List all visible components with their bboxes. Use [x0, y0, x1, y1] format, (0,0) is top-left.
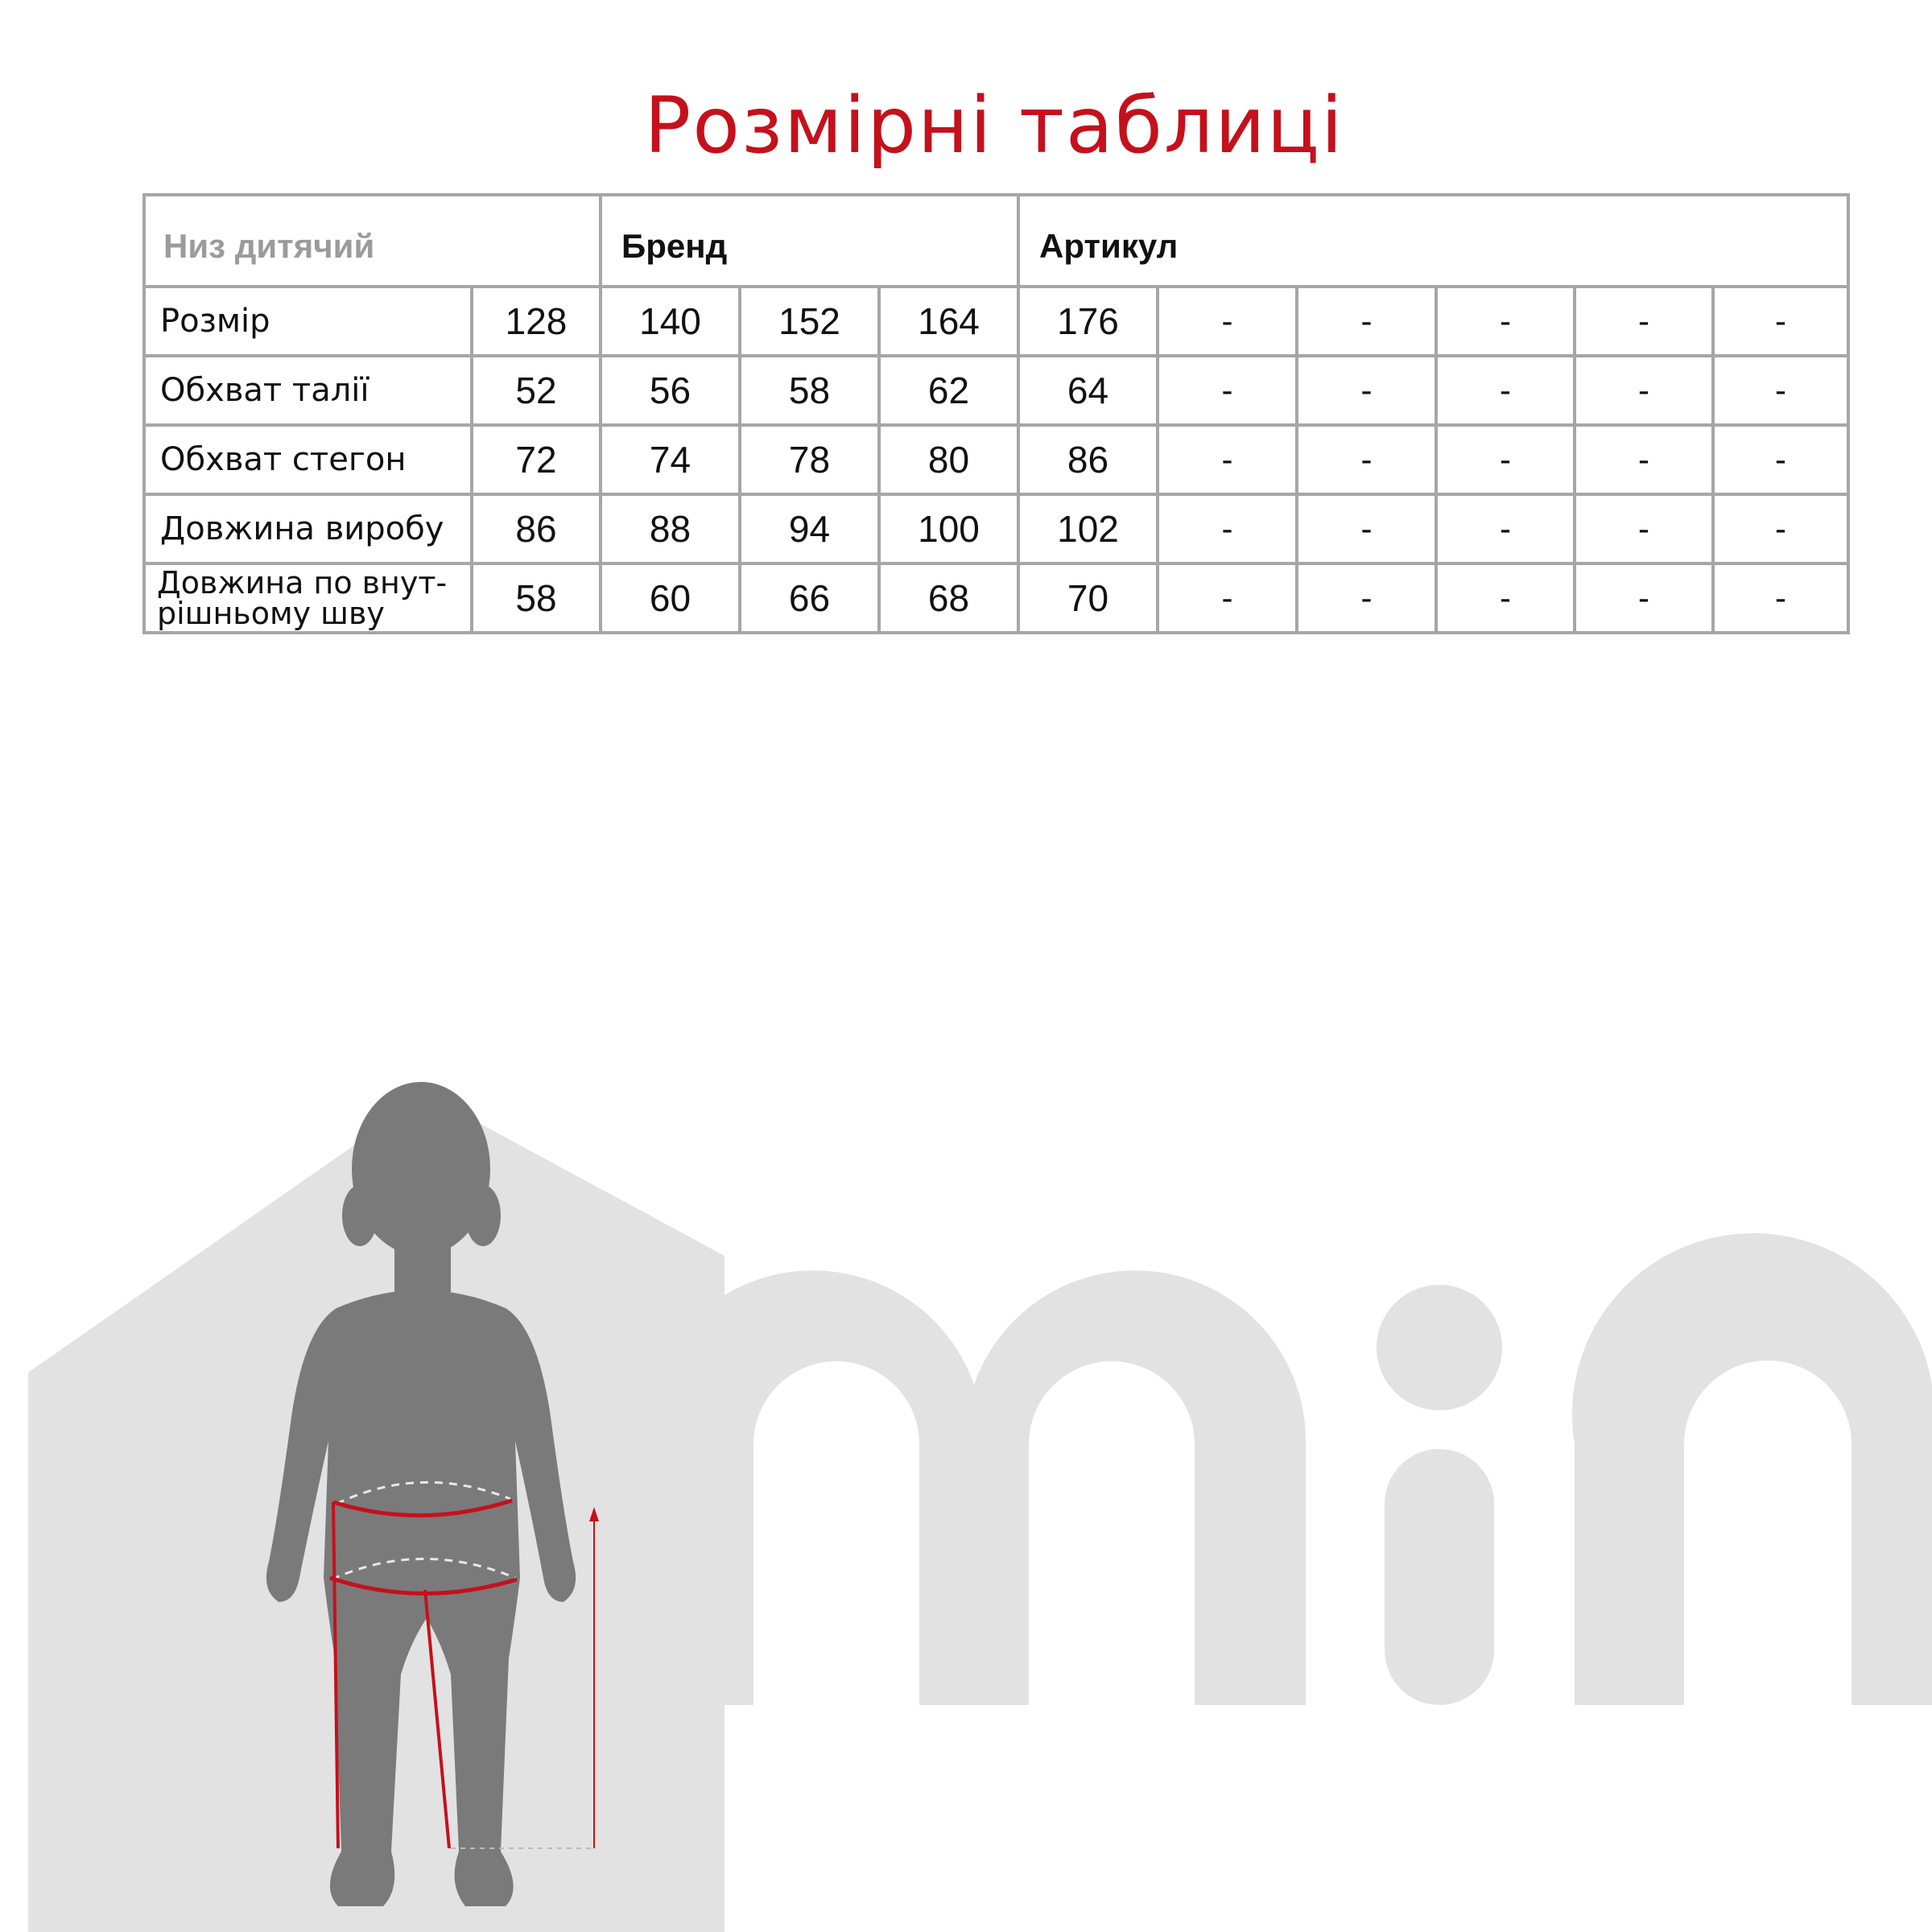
table-cell: - — [1713, 287, 1848, 356]
row-label-inseam-line-1: Довжина по внут- — [157, 565, 448, 601]
table-cell: - — [1158, 425, 1297, 494]
row-label-size: Розмір — [144, 287, 472, 356]
table-cell: 140 — [601, 287, 740, 356]
table-cell: - — [1297, 287, 1436, 356]
table-cell: - — [1436, 425, 1575, 494]
table-cell: 86 — [472, 494, 601, 564]
table-cell: 66 — [740, 564, 879, 633]
row-label-length: Довжина виробу — [144, 494, 472, 564]
table-cell: - — [1575, 564, 1713, 633]
table-cell: 176 — [1018, 287, 1158, 356]
table-cell: - — [1713, 356, 1848, 425]
row-label-waist: Обхват талії — [144, 356, 472, 425]
row-label-inseam-line-2: рішньому шву — [157, 596, 385, 631]
table-cell: - — [1297, 356, 1436, 425]
table-cell: 128 — [472, 287, 601, 356]
table-cell: 80 — [879, 425, 1018, 494]
table-cell: - — [1713, 564, 1848, 633]
table-cell: - — [1575, 287, 1713, 356]
table-cell: 64 — [1018, 356, 1158, 425]
table-cell: - — [1297, 564, 1436, 633]
table-cell: - — [1436, 564, 1575, 633]
table-cell: 94 — [740, 494, 879, 564]
article-header: Артикул — [1018, 195, 1848, 287]
table-cell: - — [1436, 494, 1575, 564]
table-cell: - — [1713, 425, 1848, 494]
table-cell: 102 — [1018, 494, 1158, 564]
table-cell: 88 — [601, 494, 740, 564]
page-title: Розмірні таблиці — [644, 80, 1344, 171]
category-header: Низ дитячий — [144, 195, 601, 287]
table-cell: - — [1158, 356, 1297, 425]
table-cell: - — [1575, 494, 1713, 564]
table-cell: 152 — [740, 287, 879, 356]
table-cell: - — [1575, 425, 1713, 494]
table-cell: - — [1713, 494, 1848, 564]
size-table — [142, 193, 1850, 634]
table-cell: 60 — [601, 564, 740, 633]
table-cell: 100 — [879, 494, 1018, 564]
table-cell: - — [1158, 564, 1297, 633]
table-cell: 58 — [472, 564, 601, 633]
table-cell: - — [1297, 425, 1436, 494]
table-cell: - — [1297, 494, 1436, 564]
table-cell: - — [1158, 287, 1297, 356]
table-header-row — [144, 195, 1848, 287]
table-cell: 72 — [472, 425, 601, 494]
table-row — [144, 494, 1848, 564]
row-label-hips: Обхват стегон — [144, 425, 472, 494]
brand-header: Бренд — [601, 195, 1018, 287]
table-cell: 58 — [740, 356, 879, 425]
table-cell: 164 — [879, 287, 1018, 356]
table-cell: 62 — [879, 356, 1018, 425]
table-cell: 78 — [740, 425, 879, 494]
table-cell: 74 — [601, 425, 740, 494]
min-logo — [642, 1233, 1932, 1705]
table-cell: - — [1575, 356, 1713, 425]
table-cell: - — [1158, 494, 1297, 564]
table-cell: 70 — [1018, 564, 1158, 633]
table-row — [144, 564, 1848, 633]
row-label-inseam — [144, 564, 472, 633]
table-cell: 86 — [1018, 425, 1158, 494]
table-cell: 52 — [472, 356, 601, 425]
table-row — [144, 356, 1848, 425]
table-cell: 68 — [879, 564, 1018, 633]
table-row — [144, 425, 1848, 494]
table-cell: - — [1436, 287, 1575, 356]
table-row — [144, 287, 1848, 356]
table-cell: 56 — [601, 356, 740, 425]
table-cell: - — [1436, 356, 1575, 425]
